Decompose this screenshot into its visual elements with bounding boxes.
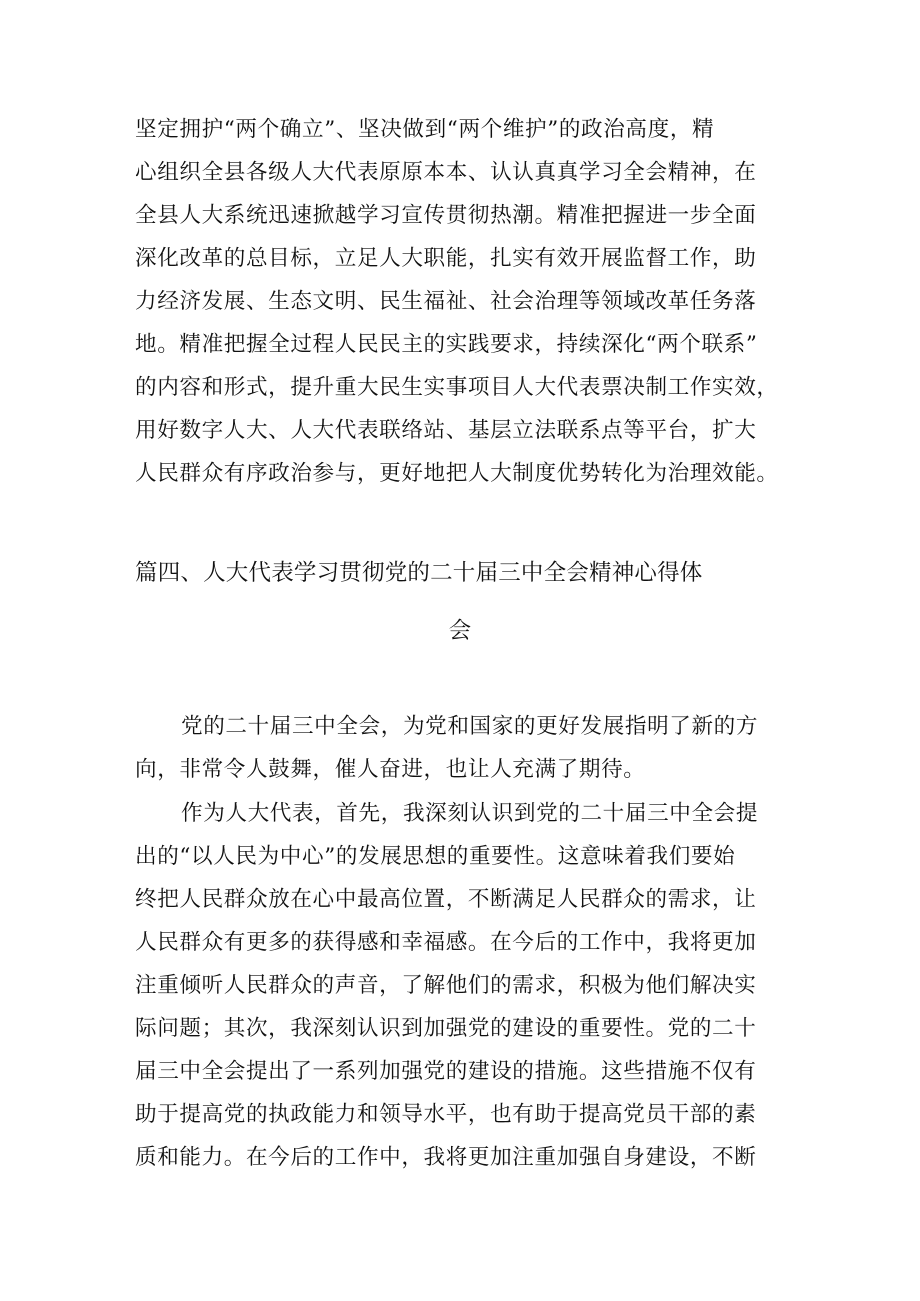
body-line: 深化改革的总目标，立足人大职能，扎实有效开展监督工作，助 <box>135 246 757 271</box>
paragraph-first-line: 作为人大代表，首先，我深刻认识到党的二十届三中全会提 <box>181 801 759 826</box>
body-line: 届三中全会提出了一系列加强党的建设的措施。这些措施不仅有 <box>135 1059 757 1084</box>
section-heading-continuation: 会 <box>448 618 472 644</box>
body-line: 用好数字人大、人大代表联络站、基层立法联系点等平台，扩大 <box>135 418 757 443</box>
body-line: 质和能力。在今后的工作中，我将更加注重加强自身建设，不断 <box>135 1145 757 1170</box>
body-line: 坚定拥护“两个确立”、坚决做到“两个维护”的政治高度，精 <box>135 117 715 142</box>
body-line: 的内容和形式，提升重大民生实事项目人大代表票决制工作实效， <box>135 375 779 400</box>
body-line: 际问题；其次，我深刻认识到加强党的建设的重要性。党的二十 <box>135 1016 757 1041</box>
paragraph-first-line: 党的二十届三中全会，为党和国家的更好发展指明了新的方 <box>181 714 759 739</box>
body-line: 注重倾听人民群众的声音，了解他们的需求，积极为他们解决实 <box>135 973 757 998</box>
body-line: 地。精准把握全过程人民民主的实践要求，持续深化“两个联系” <box>135 332 758 357</box>
body-line: 力经济发展、生态文明、民生福祉、社会治理等领域改革任务落 <box>135 289 757 314</box>
body-line: 助于提高党的执政能力和领导水平，也有助于提高党员干部的素 <box>135 1102 757 1127</box>
body-line: 人民群众有序政治参与，更好地把人大制度优势转化为治理效能。 <box>135 461 779 486</box>
body-line: 人民群众有更多的获得感和幸福感。在今后的工作中，我将更加 <box>135 930 757 955</box>
body-line: 终把人民群众放在心中最高位置，不断满足人民群众的需求，让 <box>135 887 757 912</box>
section-heading: 篇四、人大代表学习贯彻党的二十届三中全会精神心得体 <box>135 560 703 586</box>
body-line: 心组织全县各级人大代表原原本本、认认真真学习全会精神，在 <box>135 160 757 185</box>
body-line: 向，非常令人鼓舞，催人奋进，也让人充满了期待。 <box>135 757 646 782</box>
body-line: 出的“以人民为中心”的发展思想的重要性。这意味着我们要始 <box>135 844 736 869</box>
body-line: 全县人大系统迅速掀越学习宣传贯彻热潮。精准把握进一步全面 <box>135 203 757 228</box>
